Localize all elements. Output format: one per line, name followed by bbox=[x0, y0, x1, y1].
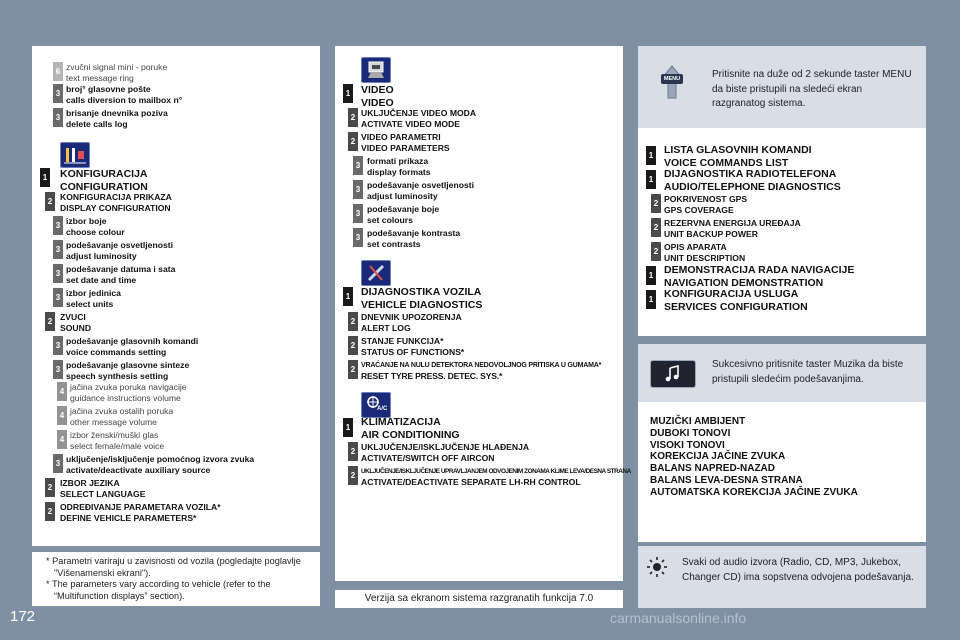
level-badge: 3 bbox=[53, 288, 63, 307]
menu-item: podešavanje glasovne sinteze speech synthesis setting bbox=[66, 360, 190, 381]
menu-item: podešavanje glasovnih komandi voice commands setting bbox=[66, 336, 199, 357]
menu-item: OPIS APARATA UNIT DESCRIPTION bbox=[664, 242, 746, 263]
air-conditioning-icon bbox=[361, 392, 391, 418]
menu-item: KONFIGURACIJA CONFIGURATION bbox=[60, 168, 148, 193]
music-setting: DUBOKI TONOVI bbox=[650, 427, 731, 439]
level-badge: 2 bbox=[348, 108, 358, 127]
level-badge: 3 bbox=[353, 156, 363, 175]
menu-item: podešavanje kontrasta set contrasts bbox=[367, 228, 461, 249]
version-note: Verzija sa ekranom sistema razgranatih funkcija 7.0 bbox=[335, 590, 623, 608]
footnote-serbian: * Parametri variraju u zavisnosti od vozila (pogledajte poglavlje "Višenamenski ekrani"). bbox=[46, 556, 301, 578]
level-badge: 2 bbox=[45, 502, 55, 521]
menu-button-label: MENU bbox=[663, 76, 681, 82]
menu-instruction-box bbox=[638, 46, 926, 128]
menu-item: podešavanje datuma i sata set date and time bbox=[66, 264, 176, 285]
level-badge: 2 bbox=[348, 466, 358, 485]
menu-tree-column-2 bbox=[335, 46, 631, 581]
menu-item: DIJAGNOSTIKA VOZILA VEHICLE DIAGNOSTICS bbox=[361, 286, 483, 311]
diagnostics-icon bbox=[361, 260, 391, 286]
level-badge: 1 bbox=[343, 84, 353, 103]
menu-item: izbor jedinica select units bbox=[66, 288, 121, 309]
menu-item: POKRIVENOST GPS GPS COVERAGE bbox=[664, 194, 748, 215]
menu-item: DEMONSTRACIJA RADA NAVIGACIJE NAVIGATION DEMONSTRATION bbox=[664, 264, 855, 289]
music-settings bbox=[650, 416, 858, 499]
level-badge: 2 bbox=[651, 242, 661, 261]
menu-item: VRAĆANJE NA NULU DETEKTORA NEDOVOLJNOG PRITISKA U GUMAMA* RESET TYRE PRESS. DETEC. SYS.* bbox=[361, 362, 602, 381]
level-badge: 4 bbox=[57, 406, 67, 425]
level-badge: 3 bbox=[53, 264, 63, 283]
music-settings-list bbox=[638, 402, 926, 542]
music-instruction-box bbox=[638, 344, 926, 402]
menu-item: UKLJUČENJE/ISKLJUČENJE HLAĐENJA ACTIVATE/SWITCH OFF AIRCON bbox=[361, 442, 530, 463]
level-badge: 3 bbox=[53, 454, 63, 473]
level-badge: 4 bbox=[57, 430, 67, 449]
menu-instruction-text: Pritisnite na duže od 2 sekunde taster MENU da biste pristupili na sledeći ekran razgranatog sistema. bbox=[712, 69, 912, 109]
music-setting: AUTOMATSKA KOREKCIJA JAČINE ZVUKA bbox=[650, 486, 858, 498]
menu-item: uključenje/isključenje pomoćnog izvora zvuka activate/deactivate auxiliary source bbox=[66, 454, 255, 475]
menu-item: ZVUCI SOUND bbox=[60, 312, 92, 333]
music-setting: BALANS NAPRED-NAZAD bbox=[650, 463, 775, 475]
tip-box bbox=[638, 546, 926, 608]
level-badge: 1 bbox=[40, 168, 50, 187]
level-badge: 1 bbox=[343, 418, 353, 437]
level-badge: 3 bbox=[353, 228, 363, 247]
tip-text: Svaki od audio izvora (Radio, CD, MP3, Jukebox, Changer CD) ima sopstvena odvojena podešavanja. bbox=[682, 557, 914, 583]
menu-item: izbor boje choose colour bbox=[66, 216, 125, 237]
level-badge: 6 bbox=[53, 62, 63, 81]
footnotes bbox=[32, 552, 320, 606]
level-badge: 1 bbox=[646, 290, 656, 309]
music-setting: VISOKI TONOVI bbox=[650, 439, 725, 451]
menu-item: KLIMATIZACIJA AIR CONDITIONING bbox=[361, 416, 460, 441]
level-badge: 2 bbox=[348, 336, 358, 355]
music-instruction-text: Sukcesivno pritisnite taster Muzika da biste pristupili sledećim podešavanjima. bbox=[712, 359, 904, 385]
menu-item: DNEVNIK UPOZORENJA ALERT LOG bbox=[361, 312, 462, 333]
music-setting: MUZIČKI AMBIJENT bbox=[650, 416, 746, 427]
level-badge: 2 bbox=[651, 218, 661, 237]
menu-item: zvučni signal mini - poruke text message ring bbox=[66, 62, 168, 83]
music-button-icon bbox=[650, 360, 696, 388]
configuration-icon bbox=[60, 142, 90, 168]
menu-tree-column-3 bbox=[638, 128, 926, 336]
level-badge: 3 bbox=[353, 204, 363, 223]
menu-item: podešavanje osvetljenosti adjust luminosity bbox=[66, 240, 173, 261]
level-badge: 2 bbox=[45, 312, 55, 331]
watermark: carmanualsonline.info bbox=[610, 610, 747, 626]
menu-item: LISTA GLASOVNIH KOMANDI VOICE COMMANDS LIST bbox=[664, 144, 812, 169]
menu-item: UKLJUČENJE VIDEO MODA ACTIVATE VIDEO MODE bbox=[361, 108, 477, 129]
level-badge: 2 bbox=[45, 192, 55, 211]
menu-item: REZERVNA ENERGIJA UREĐAJA UNIT BACKUP POWER bbox=[664, 218, 801, 239]
level-badge: 4 bbox=[57, 382, 67, 401]
video-icon bbox=[361, 57, 391, 83]
menu-item: VIDEO VIDEO bbox=[361, 84, 394, 109]
menu-item: jačina zvuka poruka navigacije guidance instructions volume bbox=[70, 382, 187, 403]
level-badge: 2 bbox=[651, 194, 661, 213]
menu-item: UKLJUČENJE/ISKLJUČENJE UPRAVLJANJEM ODVOJENIM ZONAMA KLIME LEVA/DESNA STRANA ACTIVATE/DEACTIVATE SEPARATE LH-RH CONTROL bbox=[361, 468, 631, 487]
menu-item: IZBOR JEZIKA SELECT LANGUAGE bbox=[60, 478, 146, 499]
menu-tree-column-1 bbox=[32, 46, 320, 546]
level-badge: 1 bbox=[646, 170, 656, 189]
music-setting: BALANS LEVA-DESNA STRANA bbox=[650, 474, 803, 486]
menu-item: podešavanje osvetljenosti adjust luminosity bbox=[367, 180, 474, 201]
level-badge: 3 bbox=[53, 240, 63, 259]
footnote-english: * The parameters vary according to vehicle (refer to the “Multifunction displays” section). bbox=[46, 579, 271, 601]
level-badge: 1 bbox=[646, 266, 656, 285]
menu-item: brisanje dnevnika poziva delete calls log bbox=[66, 108, 168, 129]
level-badge: 3 bbox=[53, 216, 63, 235]
level-badge: 2 bbox=[348, 132, 358, 151]
menu-item: DIJAGNOSTIKA RADIOTELEFONA AUDIO/TELEPHONE DIAGNOSTICS bbox=[664, 168, 841, 193]
level-badge: 1 bbox=[343, 287, 353, 306]
level-badge: 2 bbox=[348, 442, 358, 461]
level-badge: 2 bbox=[45, 478, 55, 497]
menu-item: podešavanje boje set colours bbox=[367, 204, 440, 225]
menu-button-icon bbox=[660, 64, 684, 102]
page-number: 172 bbox=[10, 608, 36, 625]
menu-item: KONFIGURACIJA USLUGA SERVICES CONFIGURATION bbox=[664, 288, 808, 313]
ac-label: A/C bbox=[377, 406, 388, 412]
menu-item: VIDEO PARAMETRI VIDEO PARAMETERS bbox=[361, 132, 450, 153]
level-badge: 3 bbox=[53, 360, 63, 379]
level-badge: 3 bbox=[53, 336, 63, 355]
level-badge: 2 bbox=[348, 360, 358, 379]
menu-item: KONFIGURACIJA PRIKAZA DISPLAY CONFIGURATION bbox=[60, 192, 172, 213]
menu-item: formati prikaza display formats bbox=[367, 156, 431, 177]
menu-item: STANJE FUNKCIJA* STATUS OF FUNCTIONS* bbox=[361, 336, 465, 357]
tip-sun-icon bbox=[646, 556, 668, 578]
level-badge: 2 bbox=[348, 312, 358, 331]
level-badge: 3 bbox=[353, 180, 363, 199]
level-badge: 3 bbox=[53, 108, 63, 127]
menu-item: ODREĐIVANJE PARAMETARA VOZILA* DEFINE VEHICLE PARAMETERS* bbox=[60, 502, 221, 523]
menu-item: izbor ženski/muški glas select female/male voice bbox=[70, 430, 165, 451]
level-badge: 1 bbox=[646, 146, 656, 165]
menu-item: jačina zvuka ostalih poruka other message volume bbox=[70, 406, 174, 427]
menu-item: broj° glasovne pošte calls diversion to mailbox n° bbox=[66, 84, 183, 105]
level-badge: 3 bbox=[53, 84, 63, 103]
music-setting: KOREKCIJA JAČINE ZVUKA bbox=[650, 451, 786, 463]
